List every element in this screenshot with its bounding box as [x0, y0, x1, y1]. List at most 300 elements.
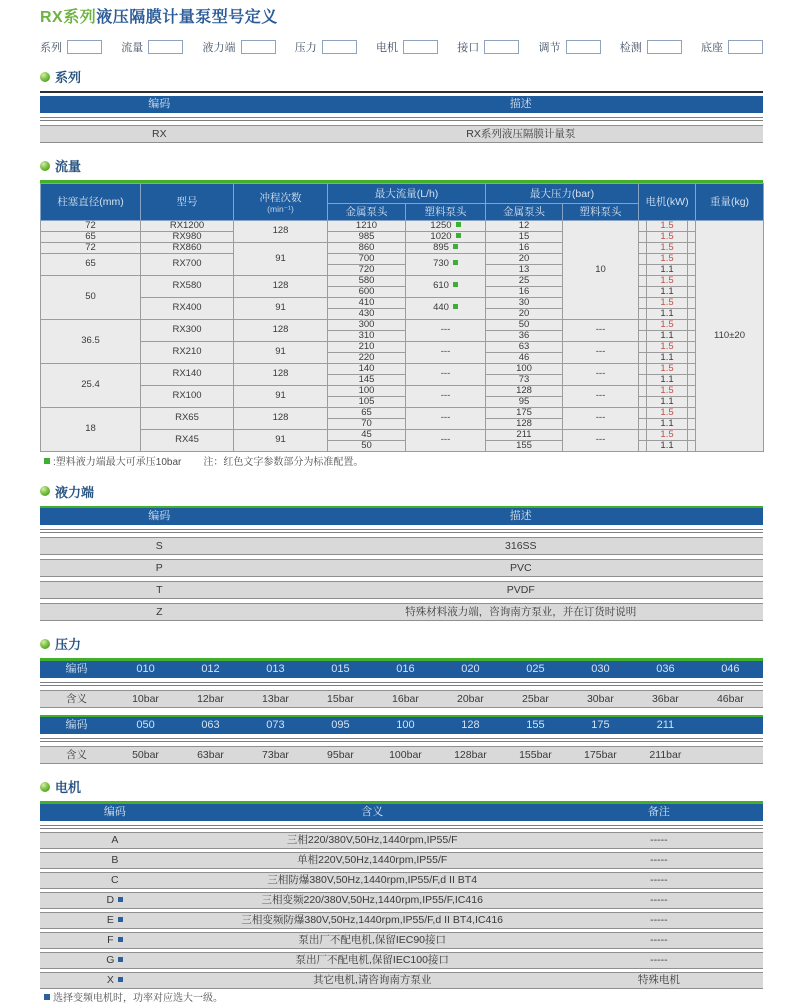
green-square-icon — [453, 260, 458, 265]
flow-cell-pm: 100 — [486, 363, 563, 374]
table-row — [40, 125, 763, 143]
flow-cell-pm: 16 — [486, 286, 563, 297]
flow-cell-fm: 985 — [328, 231, 406, 242]
table-row — [40, 912, 763, 929]
model-code-field-label: 调节 — [538, 41, 561, 54]
model-code-box — [148, 40, 183, 54]
flow-cell-fp: --- — [406, 319, 486, 341]
flow-motor-value: 1.1 — [646, 397, 688, 407]
table-row — [40, 537, 763, 555]
table-cell: 12bar — [197, 692, 224, 705]
table-row — [40, 872, 763, 889]
flow-cell-model: RX1200 — [141, 220, 234, 231]
flow-table-row — [41, 319, 764, 330]
flow-table-row — [41, 242, 764, 253]
flow-cell-pm: 12 — [486, 220, 563, 231]
flow-header-stroke-unit: (min⁻¹) — [267, 204, 294, 214]
flow-cell-stroke: 91 — [234, 297, 328, 319]
flow-subheader-metal-head: 金属泵头 — [486, 203, 563, 220]
flow-cell-motor — [639, 374, 696, 385]
column-header: 030 — [591, 662, 610, 675]
flow-cell-pp: 10 — [563, 220, 639, 319]
flow-header-weight: 重量(kg) — [696, 183, 764, 220]
flow-cell-model: RX860 — [141, 242, 234, 253]
flow-cell-pm: 50 — [486, 319, 563, 330]
flow-table-row — [41, 407, 764, 418]
flow-cell-fm: 410 — [328, 297, 406, 308]
table-cell: 15bar — [327, 692, 354, 705]
flow-cell-fp: 610 — [406, 275, 486, 297]
flow-motor-value: 1.1 — [646, 441, 688, 451]
table-row — [40, 972, 763, 989]
model-code-field-6 — [457, 39, 519, 55]
flow-cell-motor — [639, 440, 696, 451]
flow-cell-dia: 36.5 — [41, 319, 141, 363]
table-header-row — [40, 96, 763, 113]
table-cell: 100bar — [389, 749, 422, 761]
table-cell: D — [40, 893, 190, 908]
flow-table-row — [41, 429, 764, 440]
flow-cell-pm: 20 — [486, 253, 563, 264]
table-cell: 三相防爆380V,50Hz,1440rpm,IP55/F,d II BT4 — [267, 873, 478, 886]
flow-table-row — [41, 341, 764, 352]
flow-cell-stroke: 128 — [234, 407, 328, 429]
column-header: 013 — [266, 662, 285, 675]
table-row — [40, 559, 763, 577]
series-table — [40, 96, 763, 143]
table-header-row — [40, 804, 763, 821]
table-cell: 含义 — [66, 692, 87, 705]
flow-cell-motor — [639, 330, 696, 341]
green-square-icon — [453, 282, 458, 287]
flow-cell-fm: 700 — [328, 253, 406, 264]
column-header: 036 — [656, 662, 675, 675]
column-header: 编码 — [65, 662, 88, 675]
column-header: 063 — [201, 719, 220, 731]
column-header: 020 — [461, 662, 480, 675]
green-bullet-icon — [40, 782, 50, 792]
flow-cell-dia: 72 — [41, 220, 141, 231]
motor-table — [40, 804, 763, 989]
flow-cell-dia: 65 — [41, 231, 141, 242]
flow-cell-pm: 25 — [486, 275, 563, 286]
model-code-field-7 — [539, 39, 601, 55]
flow-cell-stroke: 128 — [234, 220, 328, 242]
green-square-icon — [456, 222, 461, 227]
flow-cell-motor — [639, 396, 696, 407]
flow-cell-fm: 140 — [328, 363, 406, 374]
model-code-field-label: 接口 — [457, 41, 480, 54]
flow-cell-pm: 128 — [486, 385, 563, 396]
flow-cell-stroke: 128 — [234, 319, 328, 341]
flow-table-row — [41, 220, 764, 231]
flow-cell-fp: 1020 — [406, 231, 486, 242]
flow-table-row — [41, 231, 764, 242]
flow-cell-fp: 730 — [406, 253, 486, 275]
section-heading-flow — [40, 156, 763, 175]
flow-cell-pp: --- — [563, 407, 639, 429]
table-topline — [40, 91, 763, 93]
flow-cell-fm: 600 — [328, 286, 406, 297]
table-row — [40, 852, 763, 869]
table-row — [40, 932, 763, 949]
table-cell: ----- — [650, 833, 668, 846]
table-cell: 其它电机,请咨询南方泵业 — [313, 973, 432, 986]
flow-cell-stroke: 128 — [234, 275, 328, 297]
flow-cell-stroke: 91 — [234, 429, 328, 451]
flow-motor-value: 1.1 — [646, 375, 688, 385]
model-code-field-label: 压力 — [294, 41, 317, 54]
section-title-pressure: 压力 — [55, 637, 82, 652]
table-cell: 三相220/380V,50Hz,1440rpm,IP55/F — [286, 833, 458, 846]
page-title — [40, 8, 763, 28]
flow-cell-stroke: 128 — [234, 363, 328, 385]
flow-cell-motor — [639, 319, 696, 330]
table-row — [40, 690, 763, 708]
table-cell: E — [40, 913, 190, 928]
column-header: 012 — [201, 662, 220, 675]
column-header: 073 — [266, 719, 285, 731]
motor-footnote — [40, 993, 763, 1005]
flow-cell-fm: 65 — [328, 407, 406, 418]
flow-cell-motor — [639, 275, 696, 286]
table-cell: G — [40, 953, 190, 968]
flow-cell-pp: --- — [563, 363, 639, 385]
flow-cell-model: RX980 — [141, 231, 234, 242]
table-cell: 泵出厂不配电机,保留IEC90接口 — [298, 933, 447, 946]
flow-header-maxflow-group: 最大流量(L/h) — [328, 183, 486, 203]
flow-motor-value: 1.5 — [646, 276, 688, 286]
model-code-box — [67, 40, 102, 54]
table-cell: 95bar — [327, 749, 354, 761]
flow-cell-fp: 440 — [406, 297, 486, 319]
flow-motor-value: 1.1 — [646, 287, 688, 297]
flow-motor-value: 1.5 — [646, 221, 688, 231]
flow-header-maxpressure-group: 最大压力(bar) — [486, 183, 639, 203]
flow-cell-pm: 155 — [486, 440, 563, 451]
column-header: 128 — [461, 719, 480, 731]
flow-cell-model: RX65 — [141, 407, 234, 429]
flow-cell-dia: 65 — [41, 253, 141, 275]
column-header: 025 — [526, 662, 545, 675]
table-cell: T — [156, 584, 163, 596]
flow-cell-motor — [639, 418, 696, 429]
flow-cell-motor — [639, 242, 696, 253]
flow-cell-motor — [639, 429, 696, 440]
table-cell: ----- — [650, 853, 668, 866]
table-cell: RX系列液压隔膜计量泵 — [466, 128, 576, 140]
flow-motor-value: 1.5 — [646, 364, 688, 374]
model-code-box — [566, 40, 601, 54]
model-code-field-5 — [376, 39, 438, 55]
flow-table-row — [41, 297, 764, 308]
flow-cell-fm: 860 — [328, 242, 406, 253]
table-cell: 三相变频220/380V,50Hz,1440rpm,IP55/F,IC416 — [261, 893, 483, 906]
table-cell: 50bar — [132, 749, 159, 761]
flow-cell-fm: 1210 — [328, 220, 406, 231]
flow-header-motor: 电机(kW) — [639, 183, 696, 220]
table-row — [40, 603, 763, 621]
pressure-table-1 — [40, 661, 763, 708]
flow-footnote-right: 注：红色文字参数部分为标准配置。 — [203, 456, 364, 468]
green-bullet-icon — [40, 161, 50, 171]
flow-cell-pm: 211 — [486, 429, 563, 440]
flow-cell-fm: 310 — [328, 330, 406, 341]
flow-cell-fm: 580 — [328, 275, 406, 286]
column-header: 编码 — [103, 805, 126, 818]
table-cell: 单相220V,50Hz,1440rpm,IP55/F — [297, 853, 448, 866]
page-content — [40, 0, 763, 1005]
green-square-icon — [453, 304, 458, 309]
flow-cell-stroke: 91 — [234, 341, 328, 363]
column-header: 046 — [721, 662, 740, 675]
model-code-box — [728, 40, 763, 54]
header-separator — [40, 682, 763, 686]
flow-cell-fm: 70 — [328, 418, 406, 429]
flow-cell-motor — [639, 308, 696, 319]
flow-cell-motor — [639, 253, 696, 264]
flow-cell-pm: 20 — [486, 308, 563, 319]
motor-footnote-text: 选择变频电机时，功率对应选大一级。 — [53, 992, 223, 1004]
column-header: 211 — [656, 719, 675, 731]
flow-header-model: 型号 — [141, 183, 234, 220]
flow-cell-pm: 46 — [486, 352, 563, 363]
blue-square-icon — [44, 994, 50, 1000]
model-code-field-label: 流量 — [121, 41, 144, 54]
section-title-flow: 流量 — [55, 159, 82, 174]
flow-cell-fm: 45 — [328, 429, 406, 440]
column-header: 描述 — [509, 510, 532, 522]
flow-motor-value: 1.1 — [646, 309, 688, 319]
table-cell: S — [155, 540, 163, 552]
flow-motor-value: 1.1 — [646, 353, 688, 363]
flow-motor-value: 1.5 — [646, 430, 688, 440]
flow-cell-motor — [639, 363, 696, 374]
flow-cell-fp: --- — [406, 429, 486, 451]
flow-cell-motor — [639, 264, 696, 275]
flow-cell-fm: 50 — [328, 440, 406, 451]
green-square-icon — [453, 244, 458, 249]
flow-cell-stroke: 91 — [234, 385, 328, 407]
table-cell: 175bar — [584, 749, 617, 761]
flow-cell-pm: 15 — [486, 231, 563, 242]
flow-cell-fm: 210 — [328, 341, 406, 352]
flow-cell-pm: 36 — [486, 330, 563, 341]
flow-cell-pm: 16 — [486, 242, 563, 253]
section-series — [40, 67, 763, 143]
flow-subheader-plastic-head: 塑料泵头 — [406, 203, 486, 220]
flow-table — [40, 183, 764, 452]
column-header: 备注 — [647, 805, 670, 818]
column-header: 155 — [526, 719, 545, 731]
green-bullet-icon — [40, 486, 50, 496]
table-cell: 特殊材料液力端，咨询南方泵业，并在订货时说明 — [405, 606, 637, 618]
table-cell: 128bar — [454, 749, 487, 761]
flow-cell-fp: --- — [406, 407, 486, 429]
title-rest: 液压隔膜计量泵型号定义 — [96, 9, 278, 26]
model-code-box — [647, 40, 682, 54]
column-header: 编码 — [148, 98, 171, 110]
model-code-row — [40, 39, 763, 54]
column-header: 010 — [136, 662, 155, 675]
flow-cell-model: RX45 — [141, 429, 234, 451]
table-cell: ----- — [650, 913, 668, 926]
model-code-field-1 — [40, 39, 102, 55]
table-row — [40, 952, 763, 969]
flow-cell-model: RX580 — [141, 275, 234, 297]
column-header: 100 — [396, 719, 415, 731]
section-title-hydraulic-end: 液力端 — [55, 484, 95, 500]
header-separator — [40, 738, 763, 742]
table-header-row — [40, 508, 763, 525]
model-code-field-2 — [121, 39, 183, 55]
flow-cell-pm: 128 — [486, 418, 563, 429]
column-header: 016 — [396, 662, 415, 675]
flow-cell-motor — [639, 341, 696, 352]
model-code-box — [322, 40, 357, 54]
table-cell: 25bar — [521, 692, 549, 705]
flow-cell-motor — [639, 286, 696, 297]
column-header — [698, 717, 763, 734]
flow-cell-model: RX140 — [141, 363, 234, 385]
flow-cell-pm: 175 — [486, 407, 563, 418]
flow-cell-dia: 50 — [41, 275, 141, 319]
section-heading-pressure — [40, 634, 763, 653]
model-code-field-4 — [295, 39, 357, 55]
flow-cell-pp: --- — [563, 385, 639, 407]
table-row — [40, 746, 763, 764]
table-row — [40, 892, 763, 909]
table-cell: 10bar — [132, 692, 159, 705]
table-cell: RX — [151, 128, 167, 140]
column-header: 编码 — [65, 719, 88, 731]
model-code-box — [241, 40, 276, 54]
section-heading-motor — [40, 777, 763, 796]
table-cell: 36bar — [651, 692, 679, 705]
header-separator — [40, 825, 763, 829]
blue-square-icon — [118, 977, 123, 982]
flow-table-row — [41, 275, 764, 286]
flow-header-stroke: 冲程次数 (min⁻¹) — [234, 183, 328, 220]
green-square-icon — [456, 233, 461, 238]
table-cell: ----- — [650, 893, 668, 906]
flow-cell-motor — [639, 297, 696, 308]
flow-cell-fm: 100 — [328, 385, 406, 396]
flow-cell-wt: 110±20 — [696, 220, 764, 451]
flow-cell-dia: 25.4 — [41, 363, 141, 407]
section-flow — [40, 156, 763, 469]
model-code-field-label: 液力端 — [202, 41, 236, 54]
column-header: 含义 — [361, 805, 384, 818]
green-bullet-icon — [40, 72, 50, 82]
flow-cell-pm: 63 — [486, 341, 563, 352]
flow-cell-motor — [639, 407, 696, 418]
flow-table-row — [41, 253, 764, 264]
flow-cell-motor — [639, 231, 696, 242]
flow-footnote — [40, 457, 763, 469]
flow-motor-value: 1.5 — [646, 232, 688, 242]
model-code-field-9 — [701, 39, 763, 55]
blue-square-icon — [118, 897, 123, 902]
table-cell: ----- — [650, 873, 668, 886]
flow-cell-pp: --- — [563, 319, 639, 341]
flow-cell-pp: --- — [563, 341, 639, 363]
header-separator — [40, 117, 763, 121]
blue-square-icon — [118, 957, 123, 962]
flow-subheader-plastic-head: 塑料泵头 — [563, 203, 639, 220]
flow-cell-fm: 145 — [328, 374, 406, 385]
flow-cell-model: RX400 — [141, 297, 234, 319]
table-cell: 16bar — [392, 692, 419, 705]
flow-cell-motor — [639, 352, 696, 363]
table-cell: 三相变频防爆380V,50Hz,1440rpm,IP55/F,d II BT4,IC416 — [241, 913, 504, 926]
model-code-field-8 — [620, 39, 682, 55]
section-heading-series — [40, 67, 763, 86]
table-cell: 13bar — [262, 692, 289, 705]
column-header: 175 — [591, 719, 610, 731]
table-cell: 316SS — [505, 540, 537, 552]
title-series-highlight: RX系列 — [40, 9, 97, 26]
flow-motor-value: 1.5 — [646, 408, 688, 418]
table-header-row — [40, 717, 763, 734]
table-cell: 泵出厂不配电机,保留IEC100接口 — [295, 953, 449, 966]
flow-cell-fp: 1250 — [406, 220, 486, 231]
flow-cell-pm: 95 — [486, 396, 563, 407]
section-pressure — [40, 634, 763, 764]
flow-cell-dia: 18 — [41, 407, 141, 451]
blue-square-icon — [118, 937, 123, 942]
table-cell — [698, 747, 763, 763]
table-cell: P — [155, 562, 163, 574]
flow-motor-value: 1.1 — [646, 331, 688, 341]
flow-cell-fp: --- — [406, 385, 486, 407]
model-code-field-label: 底座 — [701, 41, 723, 54]
flow-cell-fm: 300 — [328, 319, 406, 330]
flow-cell-model: RX300 — [141, 319, 234, 341]
flow-cell-pm: 73 — [486, 374, 563, 385]
flow-cell-fm: 430 — [328, 308, 406, 319]
table-cell: F — [40, 933, 190, 948]
flow-motor-value: 1.5 — [646, 320, 688, 330]
flow-cell-fm: 220 — [328, 352, 406, 363]
flow-cell-fp: --- — [406, 341, 486, 363]
table-cell: PVC — [509, 562, 532, 574]
table-cell: X — [40, 973, 190, 988]
blue-square-icon — [118, 917, 123, 922]
model-code-field-label: 检测 — [619, 41, 642, 54]
section-heading-hydraulic-end — [40, 482, 763, 501]
table-header-row — [40, 661, 763, 678]
table-cell: 155bar — [519, 749, 552, 761]
flow-subheader-metal-head: 金属泵头 — [328, 203, 406, 220]
table-cell: 30bar — [586, 692, 614, 705]
table-cell: 含义 — [66, 749, 87, 761]
flow-header-diameter: 柱塞直径(mm) — [41, 183, 141, 220]
flow-motor-value: 1.5 — [646, 342, 688, 352]
flow-footnote-left: :塑料液力端最大可承压10bar — [53, 456, 182, 468]
model-code-field-label: 系列 — [40, 41, 62, 54]
flow-cell-pp: --- — [563, 429, 639, 451]
flow-motor-value: 1.1 — [646, 419, 688, 429]
section-hydraulic-end — [40, 482, 763, 622]
model-code-field-3 — [203, 39, 276, 55]
model-code-box — [403, 40, 438, 54]
column-header: 编码 — [148, 510, 171, 522]
flow-table-row — [41, 363, 764, 374]
flow-motor-value: 1.5 — [646, 298, 688, 308]
table-cell: B — [111, 853, 119, 866]
column-header: 015 — [331, 662, 350, 675]
